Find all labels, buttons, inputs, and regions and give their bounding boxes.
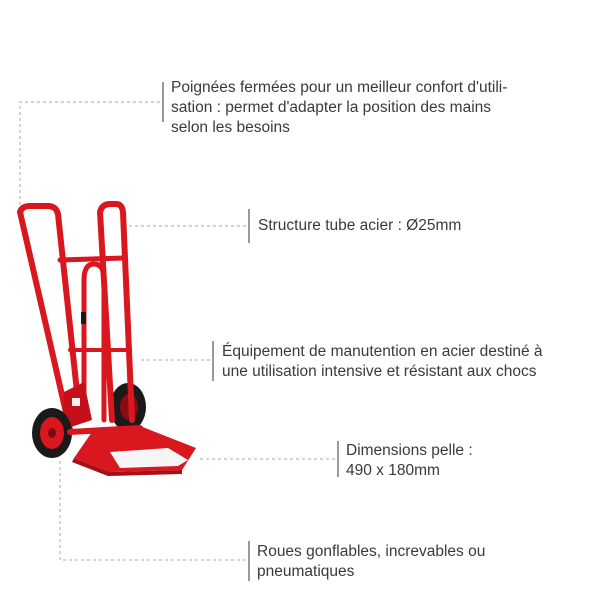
callout-structure: Structure tube acier : Ø25mm bbox=[258, 217, 462, 234]
callout-handles: Poignées fermées pour un meilleur confort d'utili- sation : permet d'adapter la position des mains selon les besoins bbox=[171, 79, 508, 136]
callout-wheels: Roues gonflables, increvables ou pneumatiques bbox=[257, 543, 486, 580]
front-wheel-icon bbox=[32, 408, 72, 458]
callout-bar-handles bbox=[162, 82, 164, 122]
callout-blade-dimensions: Dimensions pelle : 490 x 180mm bbox=[346, 442, 473, 479]
callout-bar-equipment bbox=[212, 341, 214, 381]
callout-bar-wheels bbox=[248, 541, 250, 581]
callout-bar-structure bbox=[248, 209, 250, 243]
callout-bar-blade bbox=[337, 441, 339, 477]
callout-equipment: Équipement de manutention en acier destiné à une utilisation intensive et résistant aux chocs bbox=[222, 343, 543, 380]
